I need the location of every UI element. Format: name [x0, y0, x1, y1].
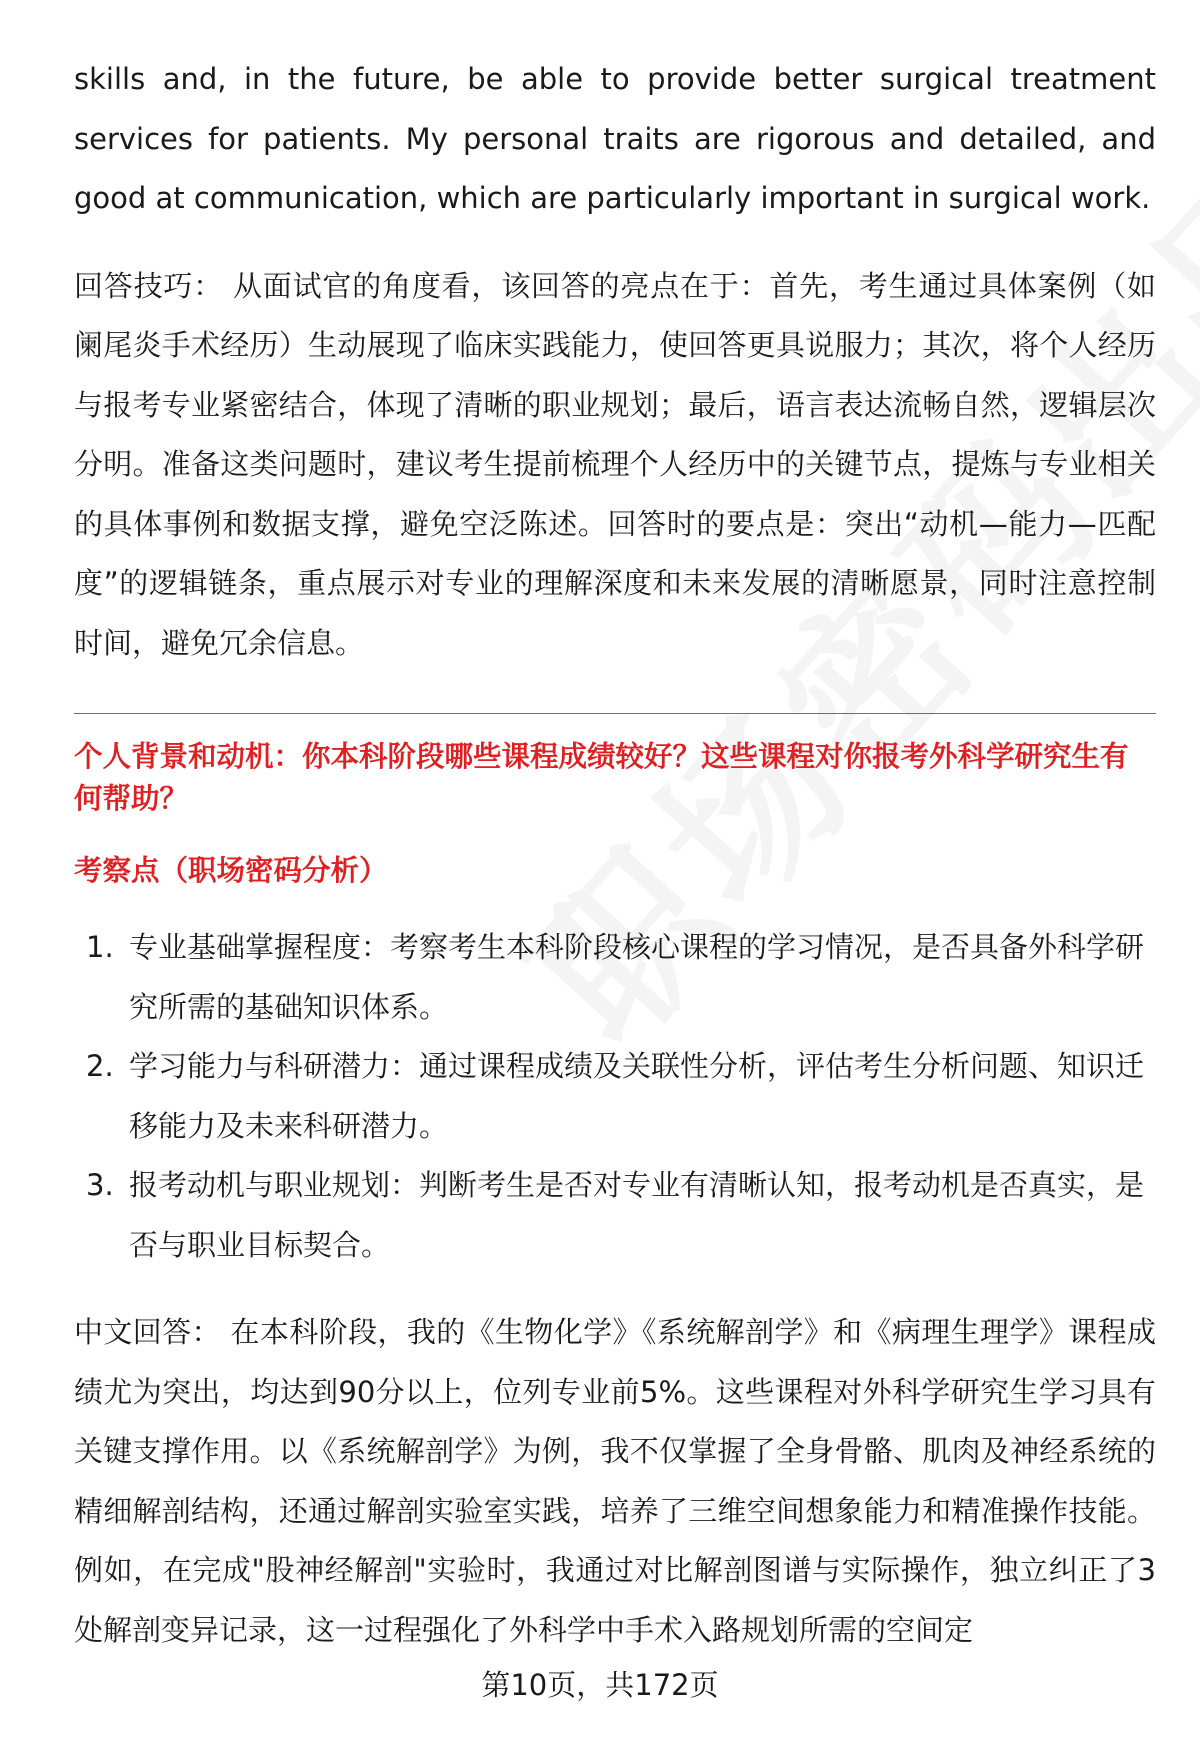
list-item	[74, 1156, 1156, 1275]
document-page	[74, 50, 1156, 1660]
list-item-text: 报考动机与职业规划：判断考生是否对专业有清晰认知，报考动机是否真实，是否与职业目标契合。	[129, 1168, 1145, 1262]
analysis-points-list	[74, 918, 1156, 1275]
intro-paragraph: skills and, in the future, be able to provide better surgical treatment services for patients. My personal traits are rigorous and detailed, and good at communication, which are particularly important in surgical work.	[74, 62, 1156, 215]
answer-text: 在本科阶段，我的《生物化学》《系统解剖学》和《病理生理学》课程成绩尤为突出，均达到90分以上，位列专业前5%。这些课程对外科学研究生学习具有关键支撑作用。以《系统解剖学》为例，我不仅掌握了全身骨骼、肌肉及神经系统的精细解剖结构，还通过解剖实验室实践，培养了三维空间想象能力和精准操作技能。例如，在完成"股神经解剖"实验时，我通过对比解剖图谱与实际操作，独立纠正了3处解剖变异记录，这一过程强化了外科学中手术入路规划所需的空间定	[74, 1315, 1156, 1647]
list-item	[74, 1037, 1156, 1156]
list-item	[74, 918, 1156, 1037]
list-item-text: 学习能力与科研潜力：通过课程成绩及关联性分析，评估考生分析问题、知识迁移能力及未来科研潜力。	[129, 1049, 1145, 1143]
list-item-number: 2.	[86, 1049, 114, 1083]
list-item-number: 3.	[86, 1168, 114, 1202]
question-heading: 个人背景和动机：你本科阶段哪些课程成绩较好？这些课程对你报考外科学研究生有何帮助？	[74, 740, 1129, 815]
answer-paragraph	[74, 1303, 1156, 1660]
tips-text: 从面试官的角度看，该回答的亮点在于：首先，考生通过具体案例（如阑尾炎手术经历）生动展现了临床实践能力，使回答更具说服力；其次，将个人经历与报考专业紧密结合，体现了清晰的职业规划；最后，语言表达流畅自然，逻辑层次分明。准备这类问题时，建议考生提前梳理个人经历中的关键节点，提炼与专业相关的具体事例和数据支撑，避免空泛陈述。回答时的要点是：突出“动机—能力—匹配度”的逻辑链条，重点展示对专业的理解深度和未来发展的清晰愿景，同时注意控制时间，避免冗余信息。	[74, 268, 1156, 660]
tips-paragraph	[74, 257, 1156, 674]
tips-label: 回答技巧：	[74, 268, 223, 303]
analysis-heading: 考察点（职场密码分析）	[74, 854, 388, 887]
list-item-number: 1.	[86, 930, 114, 964]
list-item-text: 专业基础掌握程度：考察考生本科阶段核心课程的学习情况，是否具备外科学研究所需的基础知识体系。	[129, 930, 1145, 1024]
page-footer: 第10页，共172页	[481, 1668, 719, 1702]
answer-label: 中文回答：	[74, 1315, 221, 1349]
section-divider	[74, 713, 1156, 714]
